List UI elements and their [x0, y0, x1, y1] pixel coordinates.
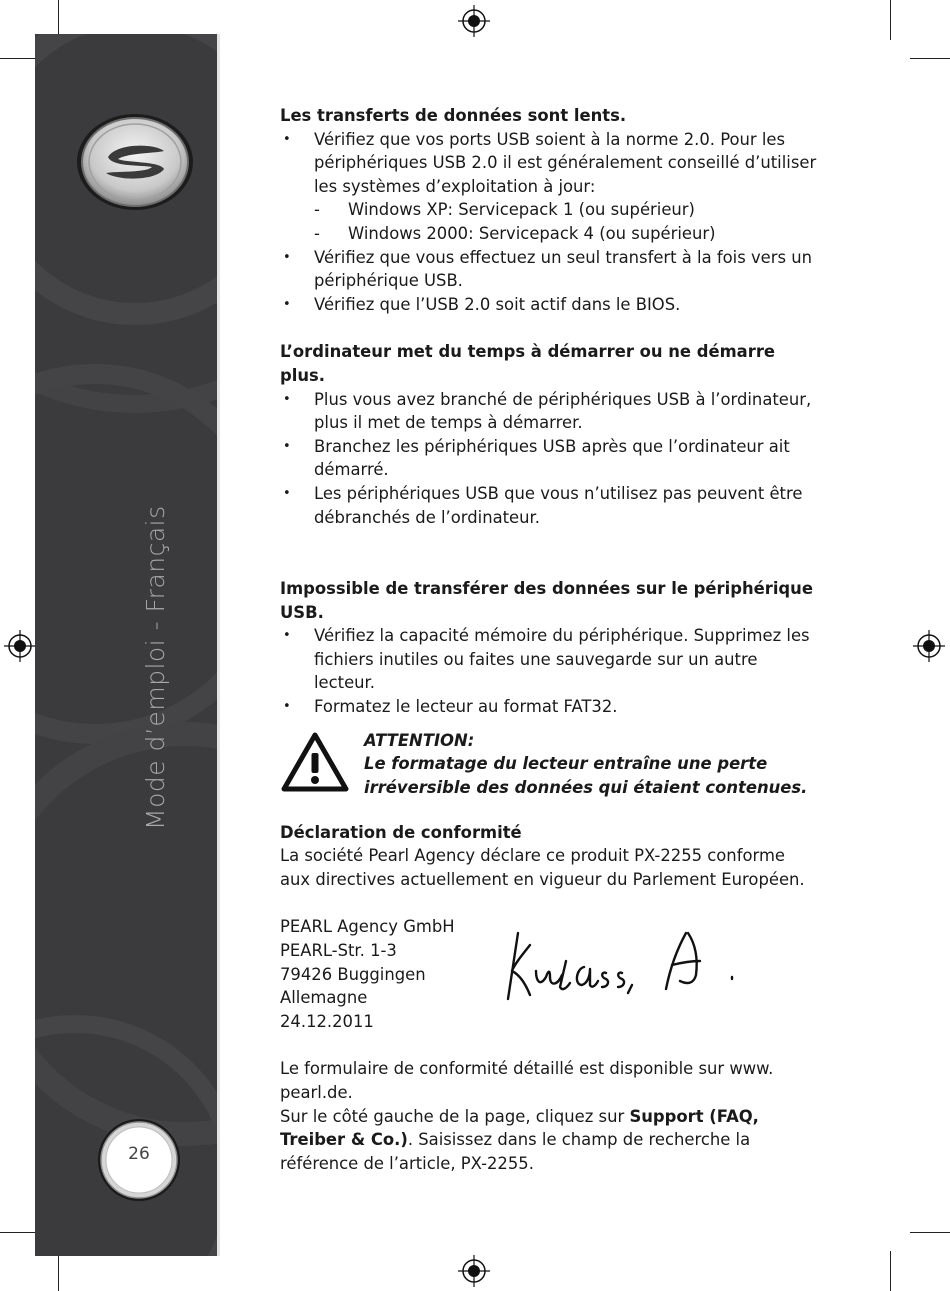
warning-line: Le formatage du lecteur entraîne une perte — [364, 754, 768, 774]
list-item: • Formatez le lecteur au format FAT32. — [280, 695, 820, 719]
address-line: 79426 Buggingen — [280, 964, 426, 984]
list-item: • Plus vous avez branché de périphériques USB à l’ordinateur, plus il met de temps à démarrer. — [280, 388, 820, 435]
list-item: • Les périphériques USB que vous n’utilisez pas peuvent être débranchés de l’ordinateur. — [280, 482, 820, 529]
sidebar-edge — [217, 34, 220, 1256]
list-item: • Vérifiez que vous effectuez un seul transfert à la fois vers un périphérique USB. — [280, 246, 820, 293]
list-item: • Vérifiez la capacité mémoire du périphérique. Supprimez les fichiers inutiles ou faites une sauvegarde sur un autre lecteur. — [280, 624, 820, 695]
support-text — [280, 1105, 820, 1176]
address-line: PEARL Agency GmbH — [280, 917, 455, 937]
list-item — [280, 128, 820, 246]
warning-text — [364, 729, 807, 800]
registration-mark-icon — [4, 630, 36, 662]
address-line: PEARL-Str. 1-3 — [280, 941, 397, 961]
warning-triangle-icon — [280, 731, 350, 793]
warning-box — [280, 721, 820, 811]
list-item: • Vérifiez que l’USB 2.0 soit actif dans le BIOS. — [280, 293, 820, 317]
crop-mark — [910, 58, 950, 59]
main-content — [280, 104, 820, 1175]
vertical-section-title: Mode d’emploi - Français — [141, 505, 170, 830]
list-item-text: Vérifiez que vos ports USB soient à la norme 2.0. Pour les périphériques USB 2.0 il est généralement conseillé d’utiliser les systèmes d’exploitation à jour: — [314, 129, 817, 196]
registration-mark-icon — [458, 5, 490, 37]
conformity-text: La société Pearl Agency déclare ce produit PX-2255 conforme aux directives actuellement en vigueur du Parlement Européen. — [280, 846, 805, 889]
crop-mark — [910, 1232, 950, 1233]
support-text-pre: Sur le côté gauche de la page, cliquez sur — [280, 1106, 630, 1126]
section-heading: Déclaration de conformité — [280, 822, 522, 842]
list-item: - Windows XP: Servicepack 1 (ou supérieur) — [314, 198, 820, 222]
crop-mark — [58, 1251, 59, 1291]
bullet-list — [280, 128, 820, 317]
section-heading: Impossible de transférer des données sur le périphérique USB. — [280, 579, 813, 622]
crop-mark — [890, 1251, 891, 1291]
address-line: Allemagne — [280, 988, 368, 1008]
crop-mark — [0, 58, 40, 59]
list-item: • Branchez les périphériques USB après que l’ordinateur ait démarré. — [280, 435, 820, 482]
list-item: - Windows 2000: Servicepack 4 (ou supérieur) — [314, 222, 820, 246]
registration-mark-icon — [913, 630, 945, 662]
bullet-list — [280, 388, 820, 530]
address-block — [280, 915, 820, 1033]
dash-list — [314, 198, 820, 245]
crop-mark — [890, 0, 891, 40]
registration-mark-icon — [458, 1255, 490, 1287]
warning-title: ATTENTION: — [364, 730, 475, 750]
bullet-list — [280, 624, 820, 718]
warning-line: irréversible des données qui étaient contenues. — [364, 777, 808, 797]
brand-logo-icon — [76, 113, 194, 211]
form-text: Le formulaire de conformité détaillé est disponible sur www. pearl.de. — [280, 1059, 774, 1103]
sidebar-texture — [35, 34, 217, 1256]
section-heading: Les transferts de données sont lents. — [280, 106, 627, 125]
support-link-text: Support (FAQ, Treiber & Co.) — [280, 1106, 759, 1150]
crop-mark — [0, 1232, 40, 1233]
sidebar — [35, 34, 217, 1256]
signature-icon — [500, 925, 790, 1005]
address-date: 24.12.2011 — [280, 1011, 374, 1031]
section-heading: L’ordinateur met du temps à démarrer ou ne démarre plus. — [280, 342, 776, 385]
support-text-post: . Saisissez dans le champ de recherche la référence de l’article, PX-2255. — [280, 1130, 751, 1173]
page-number: 26 — [128, 1144, 150, 1164]
